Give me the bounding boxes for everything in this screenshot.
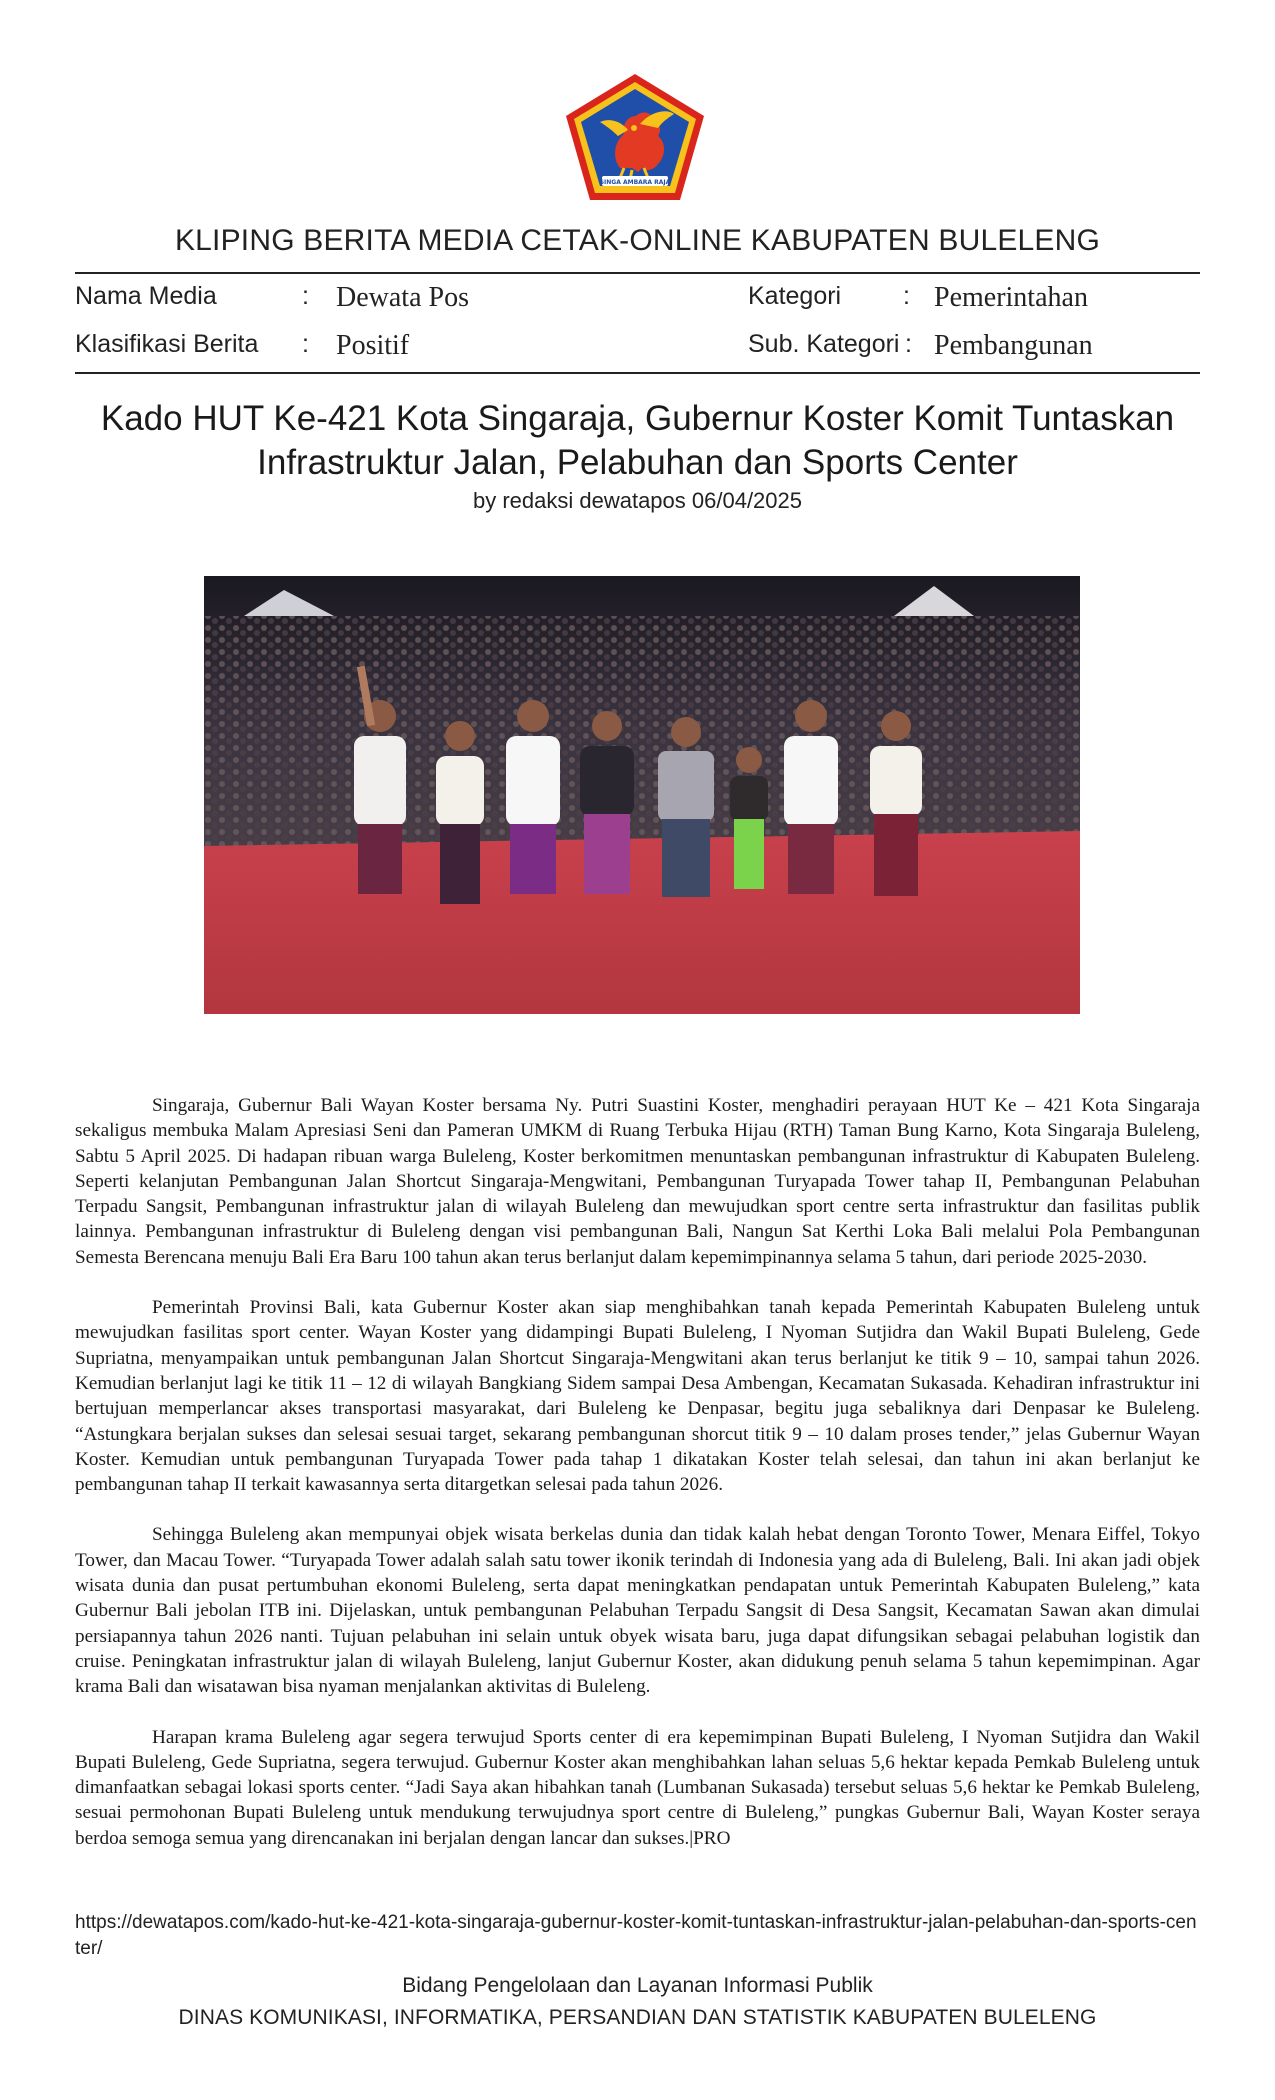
article-photo: [204, 576, 1080, 1014]
emblem-motto: SINGA AMBARA RAJA: [599, 179, 671, 186]
nama-media-value: Dewata Pos: [336, 282, 469, 313]
klasifikasi-label: Klasifikasi Berita: [75, 330, 259, 358]
sub-kategori-label: Sub. Kategori: [748, 330, 900, 358]
article-title: [60, 397, 1215, 485]
article-byline: by redaksi dewatapos 06/04/2025: [472, 488, 802, 513]
klasifikasi-colon: :: [302, 330, 309, 358]
article-paragraph: Sehingga Buleleng akan mempunyai objek wisata berkelas dunia dan tidak kalah hebat dengan Toronto Tower, Menara Eiffel, Tokyo Tower, dan Macau Tower. “Turyapada Tower adalah salah satu tower ikonik terindah di Indonesia yang ada di Buleleng, Bali. Ini akan jadi objek wisata dunia dan pusat pertumbuhan ekonomi Buleleng, serta dapat meningkatkan pendapatan untuk Pemerintah Kabupaten Buleleng,” kata Gubernur Bali jebolan ITB ini. Dijelaskan, untuk pembangunan Pelabuhan Terpadu Sangsit di Desa Sangsit, Kecamatan Sawan akan dimulai persiapannya tahun 2026 nanti. Tujuan pelabuhan ini selain untuk obyek wisata baru, juga dapat difungsikan sebagai pelabuhan logistik dan cruise. Peningkatan infrastruktur jalan di wilayah Buleleng, lanjut Gubernur Koster, akan didukung penuh selama 5 tahun kepemimpinan. Agar krama Bali dan wisatawan bisa nyaman menjalankan aktivitas di Buleleng.: [75, 1524, 1200, 1698]
clipping-header-title: KLIPING BERITA MEDIA CETAK-ONLINE KABUPATEN BULELENG: [174, 224, 1101, 257]
article-paragraph: Harapan krama Buleleng agar segera terwujud Sports center di era kepemimpinan Bupati Buleleng, I Nyoman Sutjidra dan Wakil Bupati Buleleng, Gede Supriatna, segera terwujud. Gubernur Koster akan menghibahkan lahan seluas 5,6 hektar kepada Pemkab Buleleng untuk dimanfaatkan sebagai lokasi sports center. “Jadi Saya akan hibahkan tanah (Lumbanan Sukasada) tersebut seluas 5,6 hektar ke Pemkab Buleleng, sesuai permohonan Bupati Buleleng untuk mendukung terwujudnya sport centre di Buleleng,” pungkas Gubernur Bali, Wayan Koster seraya berdoa semoga semua yang direncanakan ini berjalan dengan lancar dan sukses.|PRO: [75, 1726, 1200, 1849]
sub-kategori-colon: :: [905, 330, 912, 358]
kategori-value: Pemerintahan: [934, 282, 1088, 313]
kabupaten-buleleng-emblem-logo: [562, 72, 708, 204]
footer-agency: DINAS KOMUNIKASI, INFORMATIKA, PERSANDIAN DAN STATISTIK KABUPATEN BULELENG: [178, 2006, 1097, 2029]
kategori-colon: :: [903, 282, 910, 310]
nama-media-label: Nama Media: [75, 282, 217, 310]
article-title-line-1: Kado HUT Ke-421 Kota Singaraja, Gubernur Koster Komit Tuntaskan: [100, 399, 1175, 438]
kategori-label: Kategori: [748, 282, 842, 310]
article-paragraph: Singaraja, Gubernur Bali Wayan Koster bersama Ny. Putri Suastini Koster, menghadiri perayaan HUT Ke – 421 Kota Singaraja sekaligus membuka Malam Apresiasi Seni dan Pameran UMKM di Ruang Terbuka Hijau (RTH) Taman Bung Karno, Kota Singaraja Buleleng, Sabtu 5 April 2025. Di hadapan ribuan warga Buleleng, Koster berkomitmen menuntaskan pembangunan infrastruktur di Kabupaten Buleleng. Seperti kelanjutan Pembangunan Jalan Shortcut Singaraja-Mengwitani, Pembangunan Turyapada Tower tahap II, Pembangunan Pelabuhan Terpadu Sangsit, Pembangunan infrastruktur jalan di wilayah Buleleng dan mewujudkan sport centre serta infrastruktur dan fasilitas publik lainnya. Pembangunan infrastruktur di Buleleng dengan visi pembangunan Bali, Nangun Sat Kerthi Loka Bali melalui Pola Pembangunan Semesta Berencana menuju Bali Era Baru 100 tahun akan terus berlanjut dalam kepemimpinannya selama 5 tahun, dari periode 2025-2030.: [75, 1095, 1200, 1268]
header-divider-bottom: [75, 372, 1200, 374]
header-divider-top: [75, 272, 1200, 274]
article-paragraph: Pemerintah Provinsi Bali, kata Gubernur Koster akan siap menghibahkan tanah kepada Pemerintah Kabupaten Buleleng untuk mewujudkan fasilitas sport center. Wayan Koster yang didampingi Bupati Buleleng, I Nyoman Sutjidra dan Wakil Bupati Buleleng, Gede Supriatna, menyampaikan untuk pembangunan Jalan Shortcut Singaraja-Mengwitani akan terus berlanjut ke titik 9 – 10, sampai tahun 2026. Kemudian berlanjut lagi ke titik 11 – 12 di wilayah Bangkiang Sidem sampai Desa Ambengan, Kecamatan Sukasada. Kehadiran infrastruktur ini bertujuan memperlancar akses transportasi masyarakat, dari Buleleng ke Denpasar, begitu juga sebaliknya dari Denpasar ke Buleleng. “Astungkara berjalan sukses dan selesai sesuai target, sekarang pembangunan shorcut titik 9 – 10 dalam proses tender,” jelas Gubernur Wayan Koster. Kemudian untuk pembangunan Turyapada Tower pada tahap 1 dikatakan Koster telah selesai, dan tahun ini akan berlanjut ke pembangunan tahap II terkait kawasannya serta ditargetkan selesai pada tahun 2026.: [75, 1297, 1200, 1496]
article-body: [75, 1093, 1200, 1876]
nama-media-colon: :: [302, 282, 309, 310]
source-url-link[interactable]: https://dewatapos.com/kado-hut-ke-421-kota-singaraja-gubernur-koster-komit-tuntaskan-infrastruktur-jalan-pelabuhan-dan-sports-center/: [75, 1912, 1197, 1959]
sub-kategori-value: Pembangunan: [934, 330, 1093, 361]
article-title-line-2: Infrastruktur Jalan, Pelabuhan dan Sports Center: [257, 443, 1018, 482]
footer-department: Bidang Pengelolaan dan Layanan Informasi Publik: [402, 1974, 873, 1997]
klasifikasi-value: Positif: [336, 330, 410, 361]
